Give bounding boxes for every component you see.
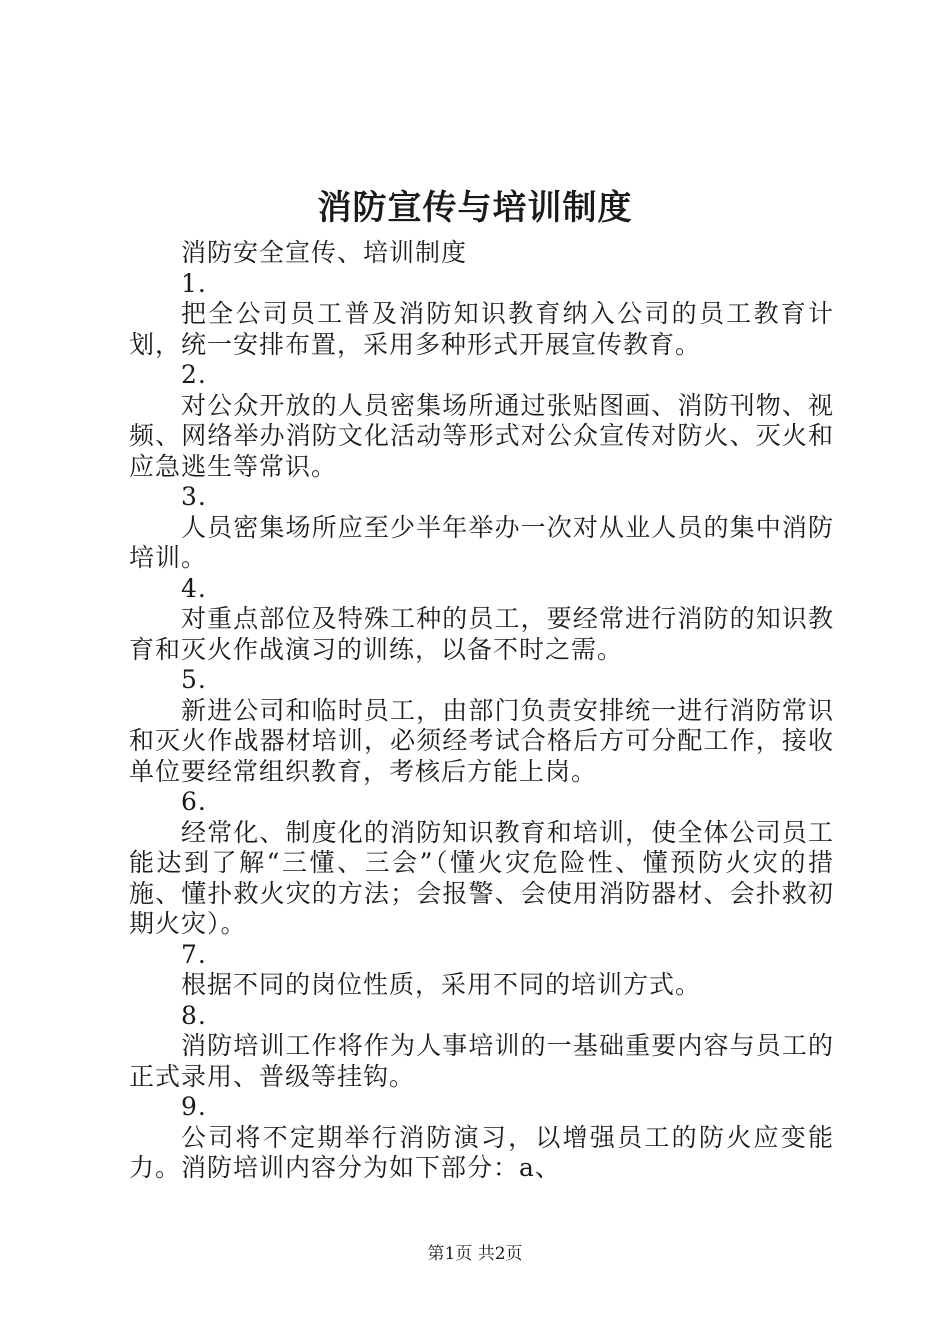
paragraph: 人员密集场所应至少半年举办一次对从业人员的集中消防培训。 bbox=[129, 512, 834, 572]
paragraph: 公司将不定期举行消防演习，以增强员工的防火应变能力。消防培训内容分为如下部分：a、 bbox=[129, 1122, 834, 1182]
paragraph: 新进公司和临时员工，由部门负责安排统一进行消防常识和灭火作战器材培训，必须经考试合格后方可分配工作，接收单位要经常组织教育，考核后方能上岗。 bbox=[129, 695, 834, 786]
paragraph: 4. bbox=[181, 573, 207, 603]
paragraph: 把全公司员工普及消防知识教育纳入公司的员工教育计划，统一安排布置，采用多种形式开展宣传教育。 bbox=[129, 299, 834, 359]
paragraph: 对重点部位及特殊工种的员工，要经常进行消防的知识教育和灭火作战演习的训练，以备不时之需。 bbox=[129, 604, 834, 664]
paragraph: 6. bbox=[181, 787, 207, 816]
paragraph: 经常化、制度化的消防知识教育和培训，使全体公司员工能达到了解“三懂、三会”（懂火灾危险性、懂预防火灾的措施、懂扑救火灾的方法；会报警、会使用消防器材、会扑救初期火灾）。 bbox=[129, 817, 834, 938]
document-body bbox=[129, 238, 834, 1184]
paragraph: 8. bbox=[181, 1000, 207, 1030]
paragraph: 3. bbox=[181, 482, 207, 511]
paragraph: 5. bbox=[181, 665, 207, 694]
paragraph: 根据不同的岗位性质，采用不同的培训方式。 bbox=[181, 970, 702, 999]
paragraph: 1. bbox=[181, 268, 207, 298]
paragraph: 2. bbox=[181, 360, 207, 389]
paragraph: 消防培训工作将作为人事培训的一基础重要内容与员工的正式录用、普级等挂钩。 bbox=[129, 1031, 834, 1091]
page-footer: 第1页 共2页 bbox=[427, 1244, 523, 1264]
paragraph: 9. bbox=[181, 1092, 207, 1121]
paragraph: 消防安全宣传、培训制度 bbox=[181, 238, 468, 267]
paragraph: 对公众开放的人员密集场所通过张贴图画、消防刊物、视频、网络举办消防文化活动等形式对公众宣传对防火、灭火和应急逃生等常识。 bbox=[129, 390, 834, 481]
document-title: 消防宣传与培训制度 bbox=[317, 188, 633, 228]
paragraph: 7. bbox=[181, 939, 207, 969]
